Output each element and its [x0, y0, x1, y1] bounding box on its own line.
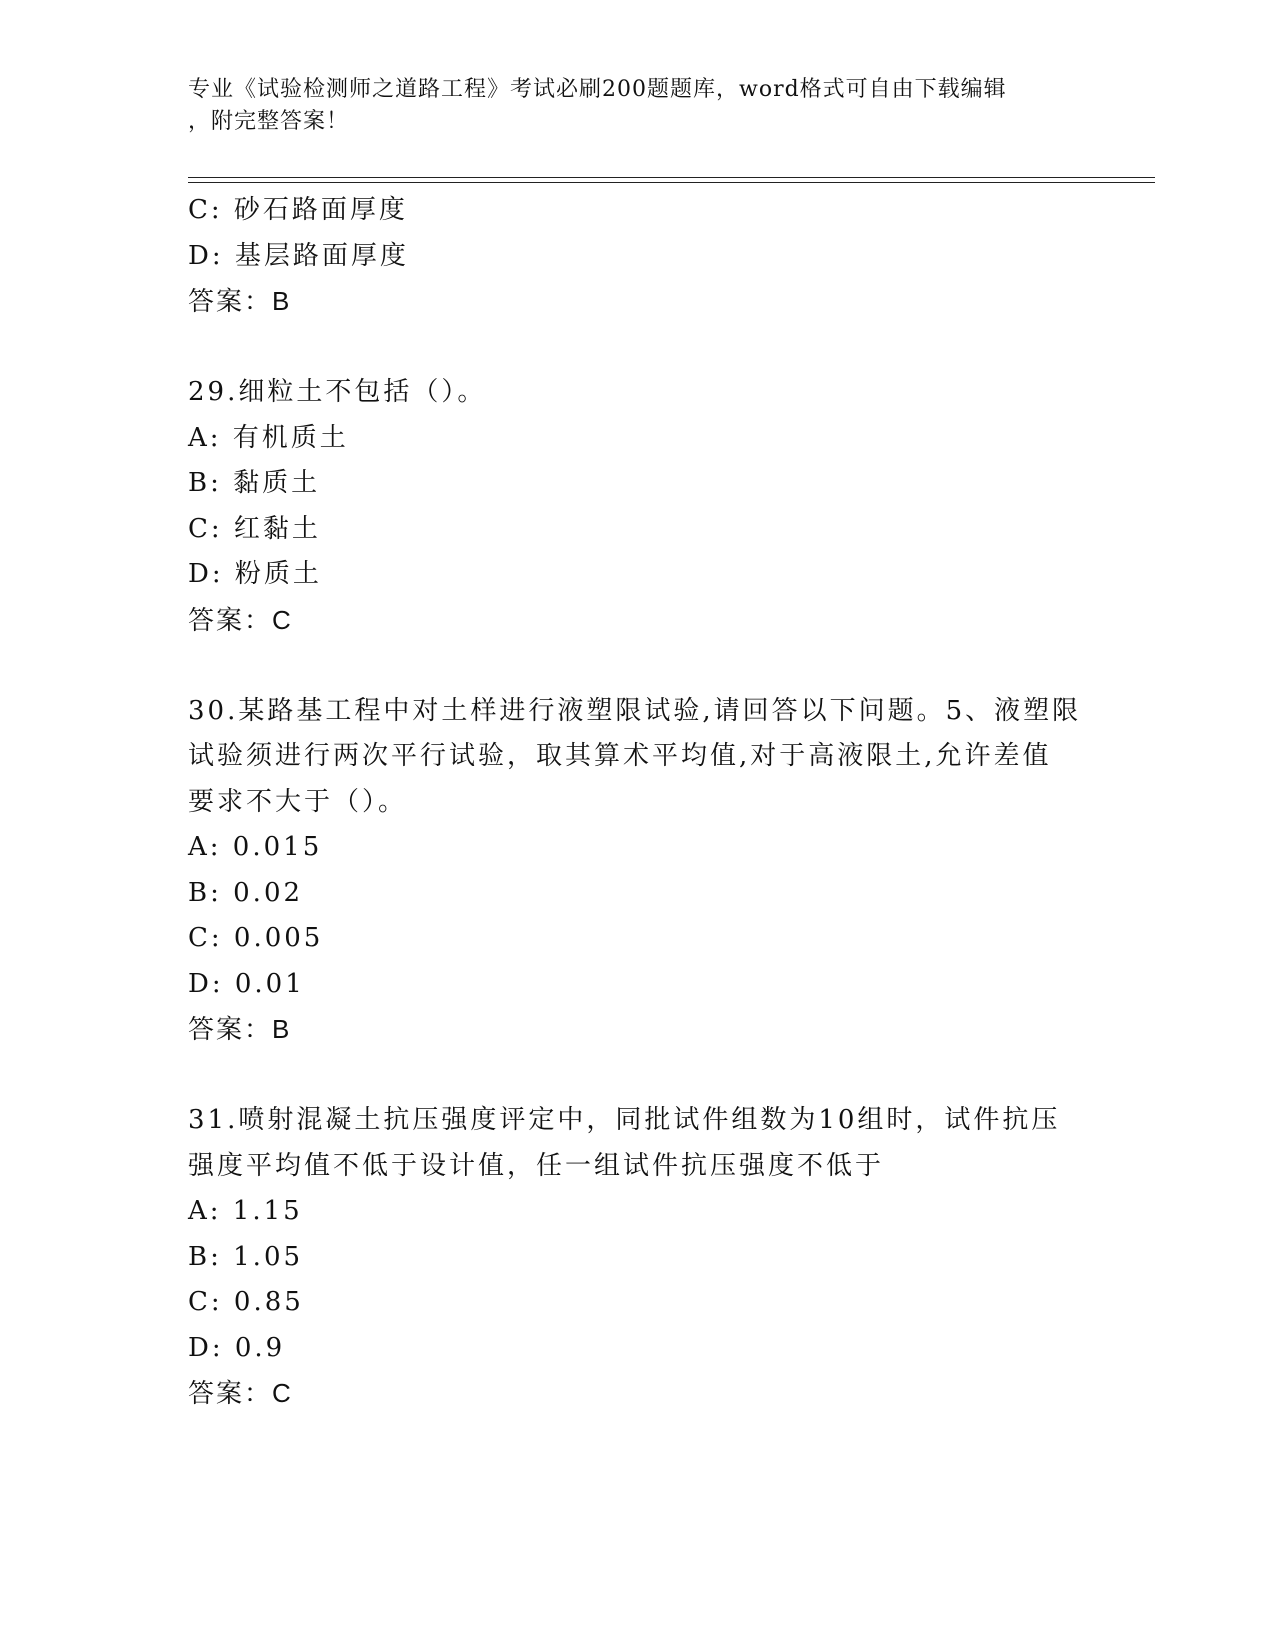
spacer: [188, 1053, 1088, 1099]
header-rule-top: [188, 177, 1155, 178]
document-body: [188, 188, 1088, 1417]
option-a: A: 0.015: [188, 832, 323, 862]
question-stem-line-3: 要求不大于（）。: [188, 786, 408, 817]
option-c: C: 0.85: [188, 1287, 304, 1317]
option-d: D: 粉质土: [188, 559, 322, 589]
question-stem: 29.细粒土不包括（）。: [188, 377, 487, 407]
option-a: A: 1.15: [188, 1196, 303, 1226]
answer-line: 答案：B: [188, 1014, 292, 1044]
question-stem-line-1: 31.喷射混凝土抗压强度评定中，同批试件组数为10组时，试件抗压: [188, 1105, 1061, 1135]
answer-line: 答案：B: [188, 286, 292, 316]
option-c: C: 砂石路面厚度: [188, 195, 408, 225]
answer-line: 答案：C: [188, 1378, 293, 1408]
spacer: [188, 643, 1088, 689]
question-stem-line-2: 强度平均值不低于设计值，任一组试件抗压强度不低于: [188, 1150, 885, 1181]
option-b: B: 1.05: [188, 1241, 304, 1272]
spacer: [188, 325, 1088, 371]
option-b: B: 黏质土: [188, 468, 321, 498]
option-d: D: 基层路面厚度: [188, 240, 409, 271]
question-31: [188, 1098, 1088, 1417]
header-rule-bottom: [188, 182, 1155, 183]
option-b: B: 0.02: [188, 877, 304, 908]
option-d: D: 0.01: [188, 968, 305, 999]
header-line-2: ，附完整答案！: [188, 109, 350, 134]
question-30: [188, 689, 1088, 1053]
question-stem-line-1: 30.某路基工程中对土样进行液塑限试验,请回答以下问题。5、液塑限: [188, 695, 1082, 726]
option-d: D: 0.9: [188, 1332, 286, 1363]
document-header: [188, 74, 1068, 138]
answer-line: 答案：C: [188, 604, 293, 635]
header-line-1: 专业《试验检测师之道路工程》考试必刷200题题库，word格式可自由下载编辑: [188, 77, 1007, 102]
question-stem-line-2: 试验须进行两次平行试验，取其算术平均值,对于高液限土,允许差值: [188, 741, 1052, 771]
question-29: [188, 370, 1088, 643]
option-c: C: 0.005: [188, 923, 324, 953]
question-28-continued: [188, 188, 1088, 325]
option-a: A: 有机质土: [188, 422, 349, 453]
option-c: C: 红黏土: [188, 513, 321, 544]
